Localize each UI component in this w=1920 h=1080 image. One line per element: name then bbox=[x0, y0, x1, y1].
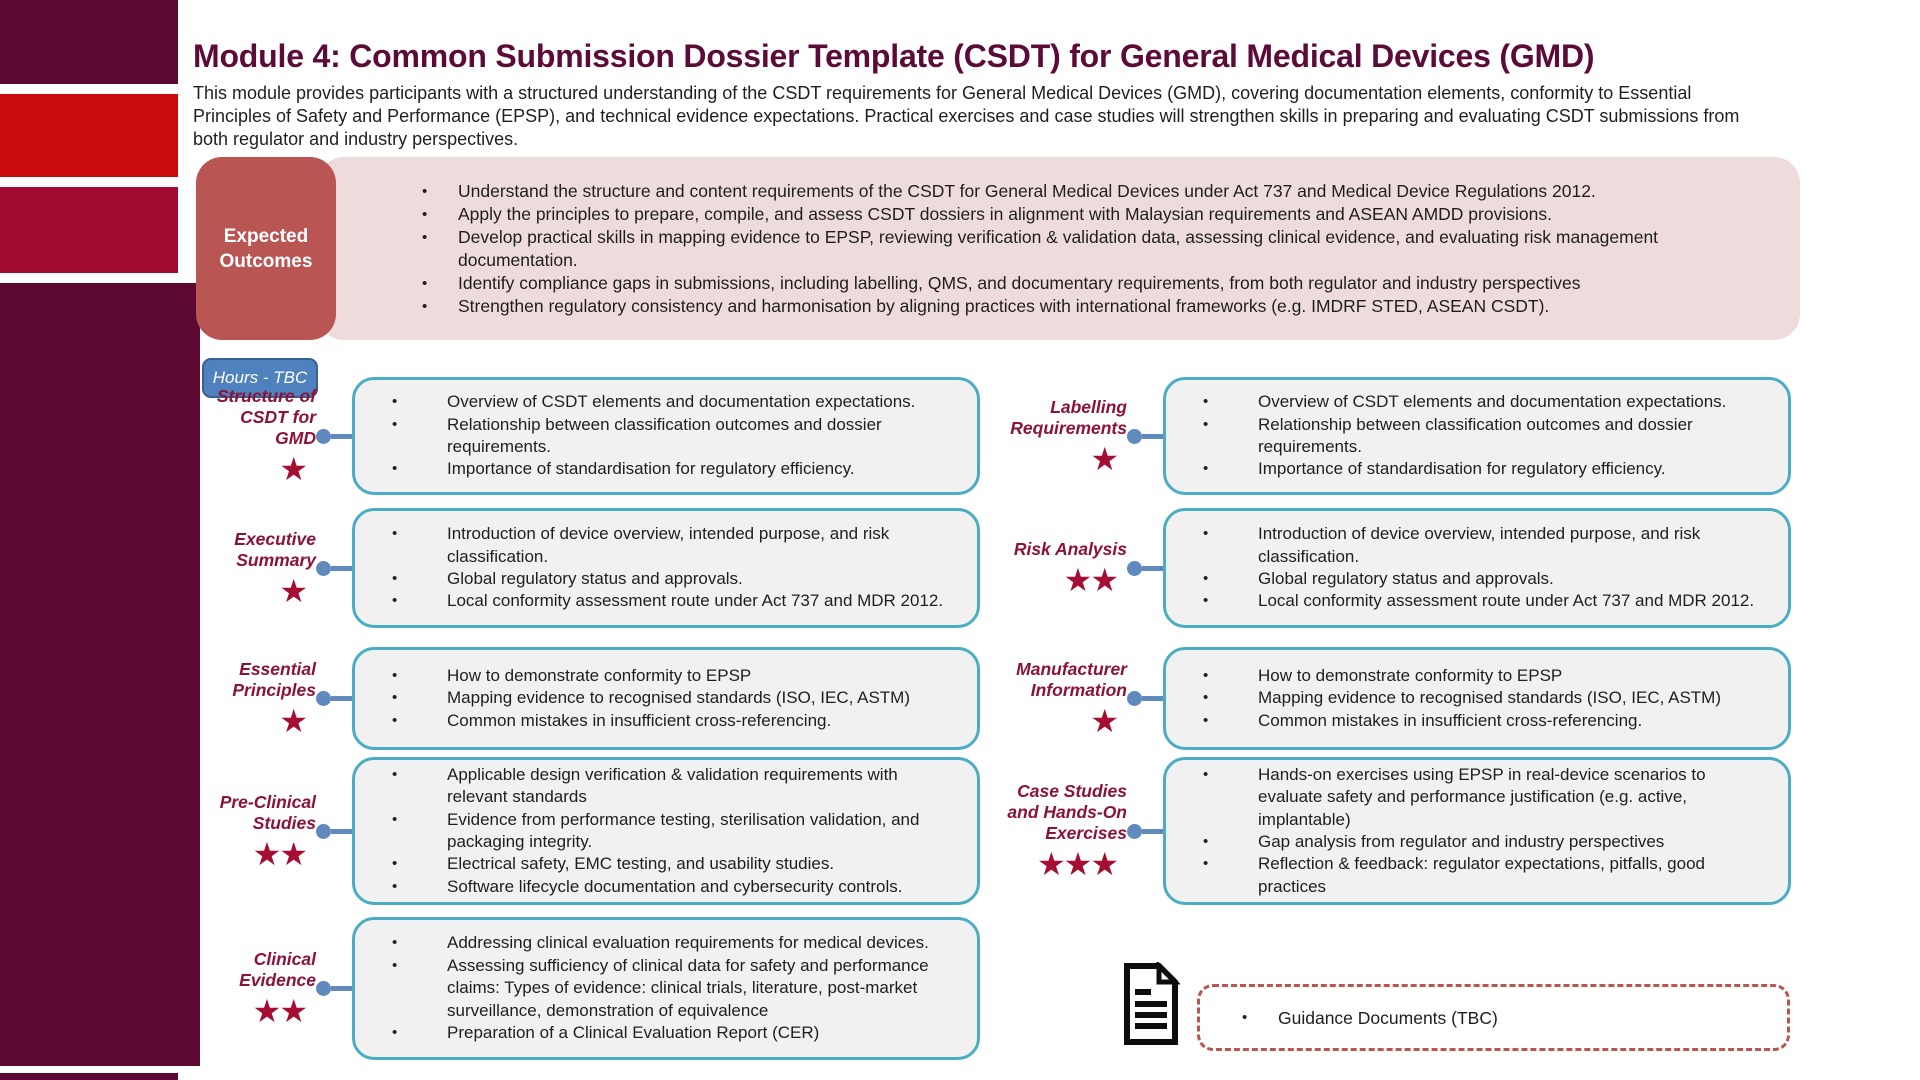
bullet-item bbox=[355, 391, 977, 413]
bullet-text: Common mistakes in insufficient cross-referencing. bbox=[447, 710, 832, 730]
topic-row-labelling-requirements bbox=[1007, 377, 1791, 495]
connector-dot-icon bbox=[316, 561, 331, 576]
bullet-item bbox=[1166, 568, 1788, 590]
topic-row-risk-analysis bbox=[1007, 508, 1791, 628]
connector-dot-icon bbox=[1127, 824, 1142, 839]
bullet-dot: • bbox=[1203, 855, 1209, 873]
bullet-item bbox=[355, 932, 977, 954]
topic-label: Essential Principles bbox=[232, 659, 316, 700]
bullet-text: Global regulatory status and approvals. bbox=[447, 569, 743, 588]
bullet-text: Assessing sufficiency of clinical data for safety and performance claims: Types of evidence: clinical trials, literature, post-market surveillance, demonstration of equivalence bbox=[447, 955, 929, 1020]
bullet-item bbox=[1166, 764, 1788, 831]
bullet-text: How to demonstrate conformity to EPSP bbox=[447, 665, 752, 685]
difficulty-stars: ★ bbox=[279, 572, 306, 609]
bullet-dot: • bbox=[1203, 689, 1209, 707]
bullet-dot: • bbox=[422, 205, 428, 223]
topic-label-cell bbox=[1007, 397, 1127, 476]
bullet-item bbox=[355, 665, 977, 687]
bullet-item bbox=[355, 876, 977, 898]
topic-label-cell bbox=[196, 659, 316, 738]
bullet-text: Addressing clinical evaluation requirements for medical devices. bbox=[447, 933, 929, 953]
connector-dot-icon bbox=[316, 981, 331, 996]
topic-label: Risk Analysis bbox=[1013, 539, 1127, 559]
connector-line bbox=[331, 566, 352, 571]
bullet-text: Relationship between classification outcomes and dossier requirements. bbox=[447, 414, 882, 456]
connector-line bbox=[1142, 829, 1163, 834]
topic-label: Clinical Evidence bbox=[239, 949, 316, 990]
bullet-item bbox=[1166, 831, 1788, 853]
bullet-item bbox=[1200, 1007, 1787, 1029]
difficulty-stars: ★ bbox=[1090, 440, 1117, 477]
bullet-dot: • bbox=[1203, 570, 1209, 587]
bullet-item bbox=[318, 203, 1800, 226]
bullet-text: Guidance Documents (TBC) bbox=[1278, 1007, 1498, 1028]
topic-content-box bbox=[1163, 377, 1791, 495]
connector-line bbox=[331, 434, 352, 439]
bullet-item bbox=[355, 955, 977, 1022]
bullet-dot: • bbox=[392, 810, 398, 828]
bullet-dot: • bbox=[1242, 1008, 1248, 1026]
connector-dot-icon bbox=[1127, 561, 1142, 576]
bullet-text: Develop practical skills in mapping evidence to EPSP, reviewing verification & validation data, assessing clinical evidence, and evaluating risk management documentation. bbox=[458, 226, 1659, 270]
topic-content-box bbox=[1163, 508, 1791, 628]
bullet-text: Common mistakes in insufficient cross-referencing. bbox=[1258, 710, 1643, 730]
topic-label: Executive Summary bbox=[234, 528, 316, 570]
bullet-text: Preparation of a Clinical Evaluation Report (CER) bbox=[447, 1023, 820, 1043]
bullet-text: Relationship between classification outcomes and dossier requirements. bbox=[1258, 414, 1693, 456]
bullet-text: Local conformity assessment route under Act 737 and MDR 2012. bbox=[447, 591, 944, 611]
bullet-item bbox=[355, 590, 977, 612]
bullet-dot: • bbox=[422, 297, 428, 315]
bullet-item bbox=[1166, 391, 1788, 413]
bullet-dot: • bbox=[392, 711, 398, 729]
bullet-dot: • bbox=[392, 460, 398, 478]
difficulty-stars: ★★★ bbox=[1036, 846, 1117, 882]
bullet-dot: • bbox=[1203, 592, 1209, 610]
bullet-dot: • bbox=[1203, 833, 1209, 850]
bullet-item bbox=[355, 523, 977, 568]
connector-line bbox=[331, 696, 352, 701]
bullet-dot: • bbox=[1203, 393, 1209, 411]
bullet-item bbox=[355, 853, 977, 875]
page-title: Module 4: Common Submission Dossier Template (CSDT) for General Medical Devices (GMD) bbox=[193, 38, 1595, 75]
bullet-text: Local conformity assessment route under Act 737 and MDR 2012. bbox=[1258, 591, 1755, 611]
bullet-text: Identify compliance gaps in submissions, including labelling, QMS, and documentary requirements, from both regulator and industry perspectives bbox=[458, 272, 1581, 293]
bullet-dot: • bbox=[392, 570, 398, 587]
topic-content-box bbox=[352, 647, 980, 750]
topic-content-box bbox=[1163, 757, 1791, 905]
bullet-dot: • bbox=[1203, 460, 1209, 478]
bullet-dot: • bbox=[392, 666, 398, 684]
topic-label-cell bbox=[196, 529, 316, 608]
topic-label: Manufacturer Information bbox=[1016, 659, 1127, 700]
connector bbox=[316, 691, 352, 706]
bullet-text: Applicable design verification & validation requirements with relevant standards bbox=[447, 764, 898, 807]
connector-dot-icon bbox=[316, 429, 331, 444]
difficulty-stars: ★ bbox=[1090, 703, 1117, 739]
sidebar-band-maroon-top bbox=[0, 0, 178, 84]
topic-label-cell bbox=[1007, 659, 1127, 738]
connector bbox=[316, 429, 352, 444]
bullet-text: Understand the structure and content requirements of the CSDT for General Medical Devices under Act 737 and Medical Device Regulations 2012. bbox=[458, 180, 1596, 201]
bullet-item bbox=[1166, 853, 1788, 898]
topic-row-executive-summary bbox=[196, 508, 980, 628]
bullet-text: Global regulatory status and approvals. bbox=[1258, 569, 1554, 588]
bullet-dot: • bbox=[392, 934, 398, 952]
connector-line bbox=[331, 829, 352, 834]
bullet-dot: • bbox=[392, 956, 398, 974]
bullet-item bbox=[318, 226, 1800, 272]
bullet-item bbox=[355, 414, 977, 459]
connector-line bbox=[1142, 696, 1163, 701]
bullet-dot: • bbox=[392, 765, 398, 783]
connector-line bbox=[331, 986, 352, 991]
difficulty-stars: ★ bbox=[279, 451, 306, 487]
topic-label-cell bbox=[196, 949, 316, 1028]
topic-row-manufacturer-information bbox=[1007, 647, 1791, 750]
bullet-item bbox=[355, 687, 977, 709]
bullet-item bbox=[1166, 687, 1788, 709]
topic-row-pre-clinical-studies bbox=[196, 757, 980, 905]
bullet-text: Mapping evidence to recognised standards (ISO, IEC, ASTM) bbox=[1258, 688, 1722, 708]
topic-label: Case Studies and Hands-On Exercises bbox=[1007, 781, 1127, 843]
connector bbox=[316, 981, 352, 996]
bullet-item bbox=[355, 809, 977, 854]
topic-label: Labelling Requirements bbox=[1010, 396, 1127, 438]
bullet-dot: • bbox=[1203, 415, 1209, 433]
bullet-item bbox=[355, 710, 977, 732]
bullet-dot: • bbox=[392, 855, 398, 873]
topic-row-clinical-evidence bbox=[196, 917, 980, 1060]
bullet-dot: • bbox=[1203, 711, 1209, 729]
bullet-item bbox=[1166, 414, 1788, 459]
connector-dot-icon bbox=[1127, 691, 1142, 706]
connector-dot-icon bbox=[316, 691, 331, 706]
connector bbox=[1127, 561, 1163, 576]
bullet-text: Importance of standardisation for regulatory efficiency. bbox=[447, 459, 855, 479]
bullet-text: Strengthen regulatory consistency and harmonisation by aligning practices with international frameworks (e.g. IMDRF STED, ASEAN CSDT). bbox=[458, 295, 1550, 316]
bullet-item bbox=[1166, 665, 1788, 687]
bullet-item bbox=[1166, 523, 1788, 568]
topic-label-cell bbox=[1007, 781, 1127, 881]
bullet-item bbox=[318, 295, 1800, 318]
bullet-text: Evidence from performance testing, sterilisation validation, and packaging integrity. bbox=[447, 809, 920, 851]
connector-dot-icon bbox=[1127, 429, 1142, 444]
topic-content-box bbox=[1163, 647, 1791, 750]
bullet-text: Introduction of device overview, intended purpose, and risk classification. bbox=[1258, 524, 1701, 566]
connector bbox=[316, 561, 352, 576]
topic-label-cell bbox=[196, 386, 316, 486]
bullet-text: Software lifecycle documentation and cybersecurity controls. bbox=[447, 876, 903, 896]
connector bbox=[1127, 691, 1163, 706]
bullet-dot: • bbox=[1203, 525, 1209, 543]
sidebar-band-red bbox=[0, 94, 178, 177]
bullet-dot: • bbox=[422, 228, 428, 246]
expected-outcomes-panel bbox=[318, 157, 1800, 340]
bullet-dot: • bbox=[1203, 765, 1209, 783]
topic-label: Pre-Clinical Studies bbox=[219, 791, 316, 833]
bullet-dot: • bbox=[422, 274, 428, 292]
guidance-documents-box bbox=[1197, 984, 1790, 1051]
topic-row-essential-principles bbox=[196, 647, 980, 750]
bullet-item bbox=[1166, 590, 1788, 612]
bullet-dot: • bbox=[392, 1024, 398, 1042]
topic-row-structure-of-csdt bbox=[196, 377, 980, 495]
bullet-item bbox=[1166, 458, 1788, 480]
bullet-text: Mapping evidence to recognised standards (ISO, IEC, ASTM) bbox=[447, 688, 911, 708]
sidebar-band-crimson bbox=[0, 187, 178, 273]
connector-line bbox=[1142, 566, 1163, 571]
bullet-dot: • bbox=[1203, 666, 1209, 684]
bullet-text: How to demonstrate conformity to EPSP bbox=[1258, 665, 1563, 685]
bullet-dot: • bbox=[392, 525, 398, 543]
topic-label-cell bbox=[1007, 539, 1127, 597]
difficulty-stars: ★★ bbox=[252, 993, 306, 1029]
bullet-dot: • bbox=[392, 393, 398, 411]
topic-content-box bbox=[352, 508, 980, 628]
document-icon bbox=[1122, 962, 1180, 1046]
hours-badge: Hours - TBC bbox=[202, 358, 318, 398]
bullet-item bbox=[318, 272, 1800, 295]
bullet-text: Importance of standardisation for regulatory efficiency. bbox=[1258, 459, 1666, 479]
module-description: This module provides participants with a structured understanding of the CSDT requirements for General Medical Devices (GMD), covering documentation elements, conformity to Essential Principles of Safety and Performance (EPSP), and technical evidence expectations. Practical exercises and case studies will strengthen skills in preparing and evaluating CSDT submissions from both regulator and industry perspectives. bbox=[193, 83, 1740, 149]
bullet-item bbox=[355, 568, 977, 590]
bullet-item bbox=[318, 180, 1800, 203]
sidebar-band-maroon-main bbox=[0, 283, 200, 1066]
bullet-text: Introduction of device overview, intended purpose, and risk classification. bbox=[447, 524, 890, 566]
bullet-dot: • bbox=[392, 689, 398, 707]
difficulty-stars: ★★ bbox=[1063, 562, 1117, 598]
topic-label-cell bbox=[196, 792, 316, 871]
topic-row-case-studies bbox=[1007, 757, 1791, 905]
connector bbox=[1127, 824, 1163, 839]
difficulty-stars: ★★ bbox=[252, 835, 306, 872]
topic-content-box bbox=[352, 377, 980, 495]
bullet-dot: • bbox=[392, 415, 398, 433]
bullet-dot: • bbox=[392, 877, 398, 895]
connector bbox=[1127, 429, 1163, 444]
bullet-dot: • bbox=[422, 182, 428, 200]
bullet-item bbox=[355, 458, 977, 480]
bullet-text: Apply the principles to prepare, compile, and assess CSDT dossiers in alignment with Malaysian requirements and ASEAN AMDD provisions. bbox=[458, 203, 1552, 224]
connector-line bbox=[1142, 434, 1163, 439]
bullet-text: Hands-on exercises using EPSP in real-device scenarios to evaluate safety and performance justification (e.g. active, implantable) bbox=[1258, 764, 1706, 829]
topic-content-box bbox=[352, 917, 980, 1060]
topic-label: Structure of CSDT for GMD bbox=[216, 386, 316, 448]
bullet-text: Reflection & feedback: regulator expectations, pitfalls, good practices bbox=[1258, 854, 1705, 896]
bullet-dot: • bbox=[392, 592, 398, 610]
bullet-item bbox=[355, 1022, 977, 1044]
difficulty-stars: ★ bbox=[279, 703, 306, 739]
sidebar-band-maroon-bottom bbox=[0, 1073, 178, 1080]
topic-content-box bbox=[352, 757, 980, 905]
connector-dot-icon bbox=[316, 824, 331, 839]
bullet-text: Overview of CSDT elements and documentation expectations. bbox=[1258, 392, 1727, 412]
bullet-text: Overview of CSDT elements and documentation expectations. bbox=[447, 392, 916, 412]
expected-outcomes-label: Expected Outcomes bbox=[196, 157, 336, 340]
bullet-text: Gap analysis from regulator and industry perspectives bbox=[1258, 832, 1665, 851]
bullet-item bbox=[1166, 710, 1788, 732]
bullet-item bbox=[355, 764, 977, 809]
connector bbox=[316, 824, 352, 839]
bullet-text: Electrical safety, EMC testing, and usability studies. bbox=[447, 854, 835, 874]
